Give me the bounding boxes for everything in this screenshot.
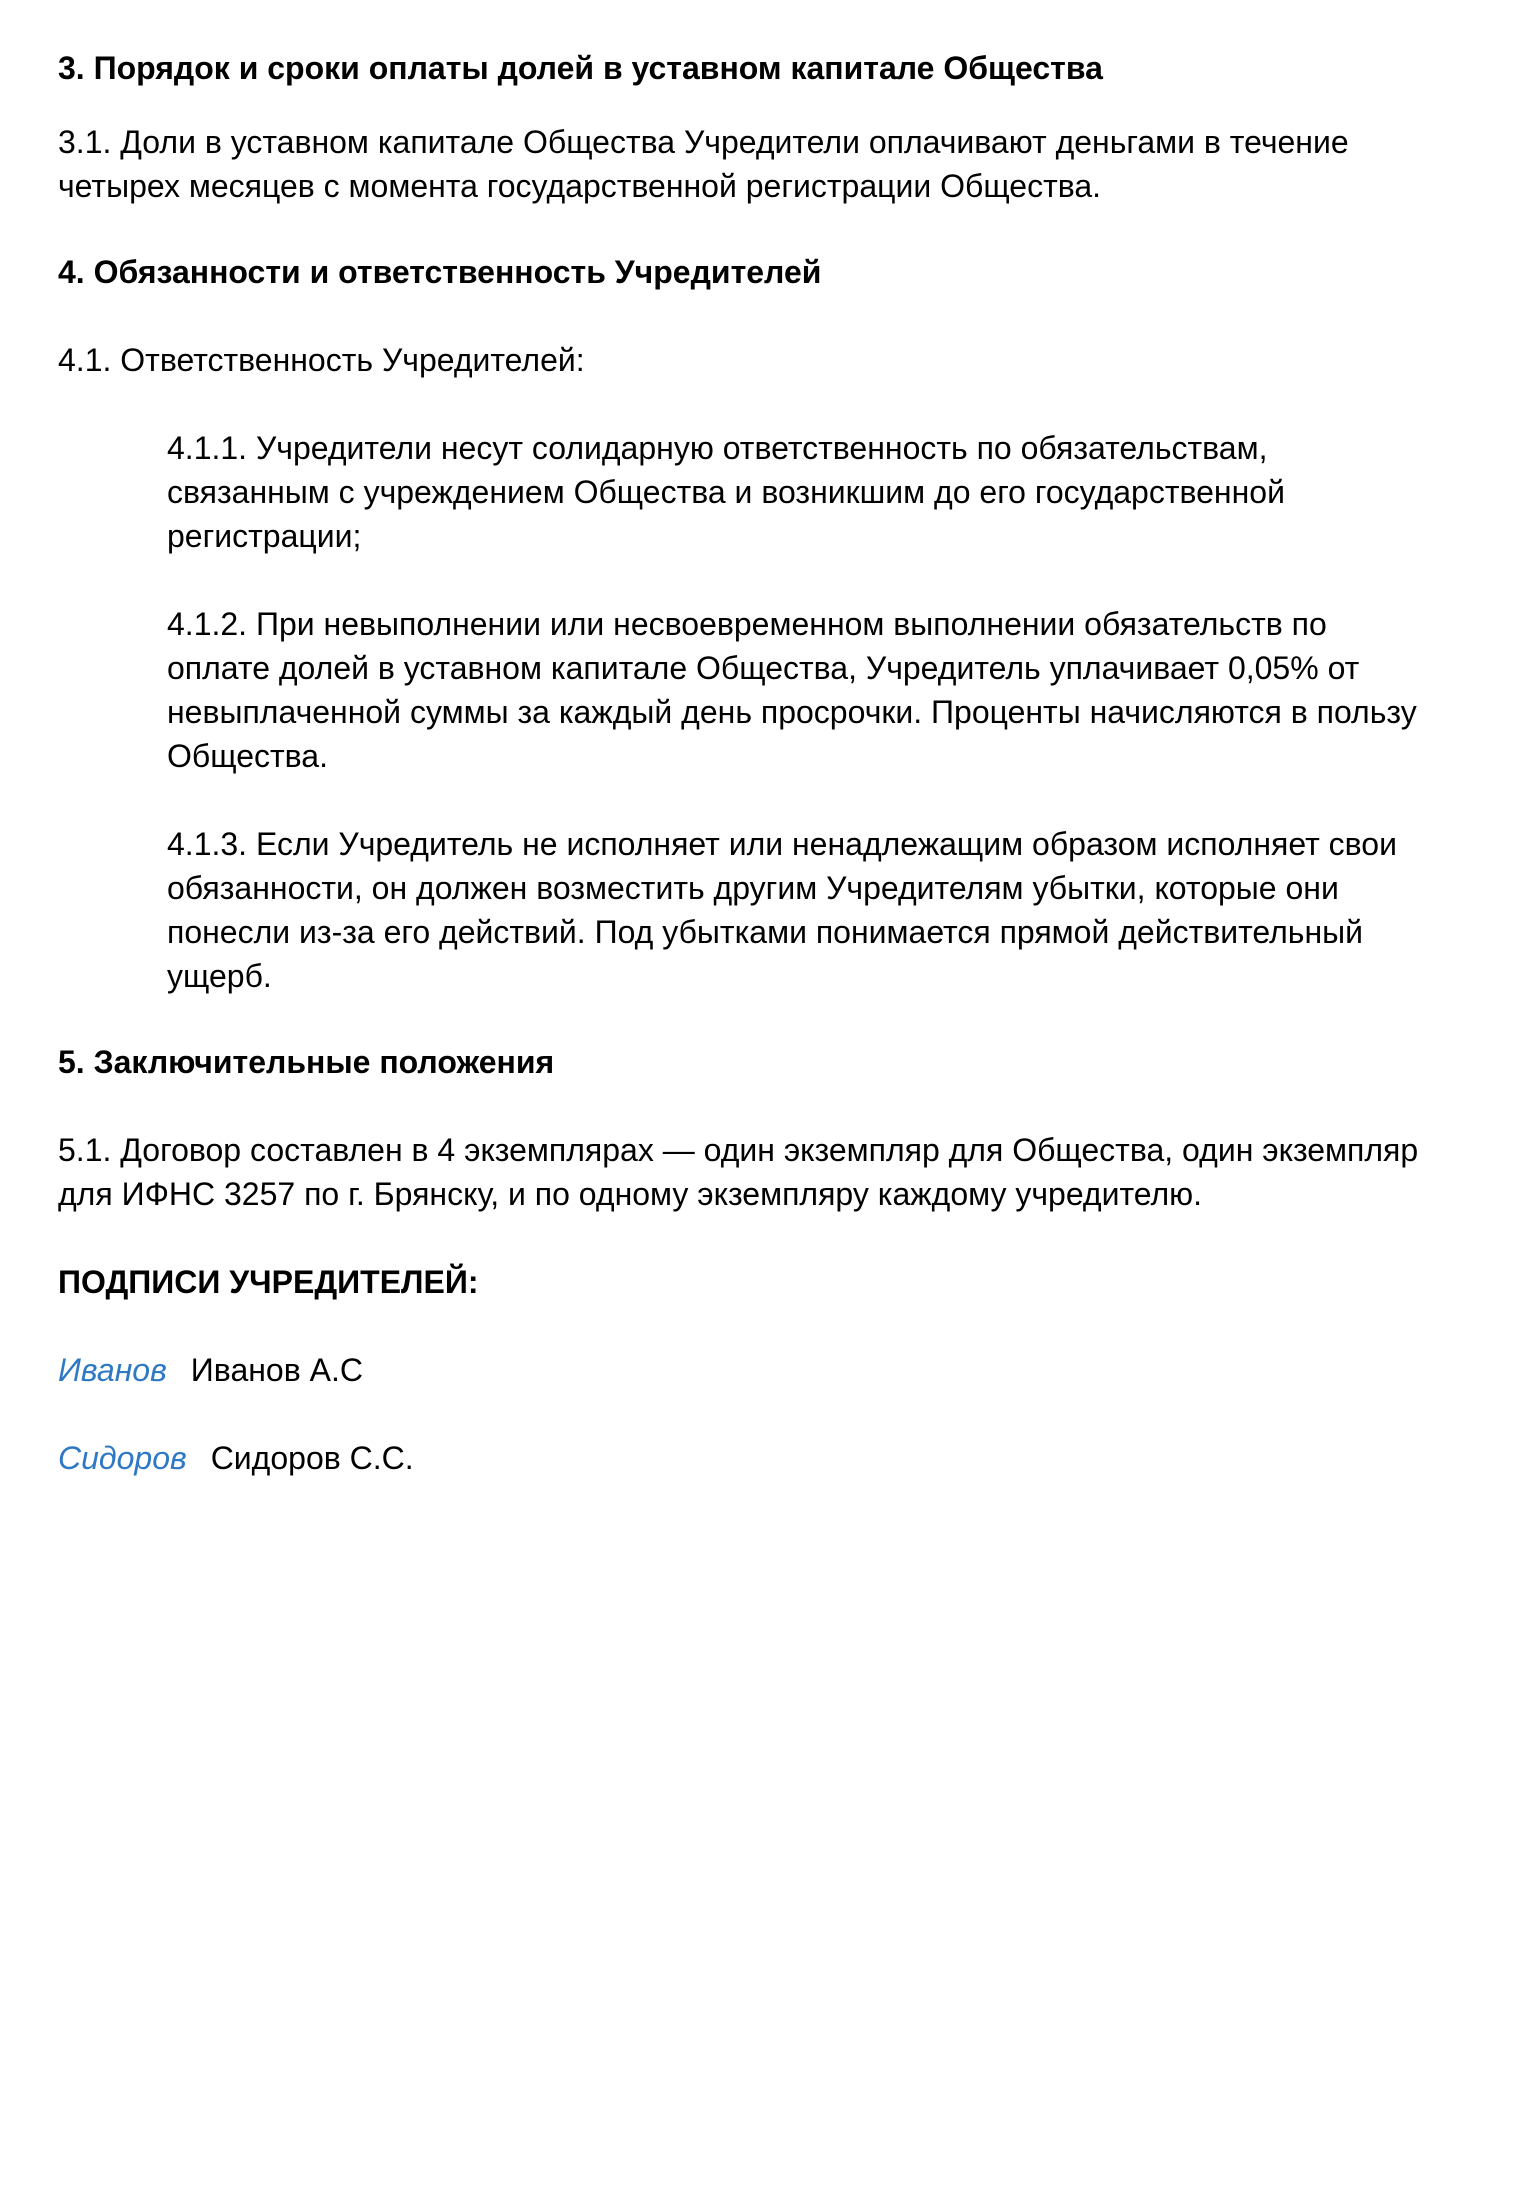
- signatures-heading: ПОДПИСИ УЧРЕДИТЕЛЕЙ:: [58, 1264, 479, 1300]
- signature-row: [58, 1436, 414, 1480]
- founder-name: Сидоров С.С.: [210, 1440, 414, 1476]
- paragraph-4-1-2-line-3: невыплаченной суммы за каждый день просрочки. Проценты начисляются в пользу: [167, 694, 1417, 730]
- paragraph-4-1-3-line-3: понесли из-за его действий. Под убытками понимается прямой действительный: [167, 914, 1364, 950]
- signature-mark: Сидоров: [58, 1440, 187, 1476]
- paragraph-3-1-line-1: 3.1. Доли в уставном капитале Общества Учредители оплачивают деньгами в течение: [58, 124, 1349, 160]
- paragraph-4-1-1-line-3: регистрации;: [167, 518, 362, 554]
- paragraph-5-1-line-2: для ИФНС 3257 по г. Брянску, и по одному экземпляру каждому учредителю.: [58, 1176, 1203, 1212]
- paragraph-3-1-line-2: четырех месяцев с момента государственной регистрации Общества.: [58, 168, 1102, 204]
- paragraph-4-1-1-line-1: 4.1.1. Учредители несут солидарную ответственность по обязательствам,: [167, 430, 1268, 466]
- paragraph-4-1-2-line-1: 4.1.2. При невыполнении или несвоевременном выполнении обязательств по: [167, 606, 1327, 642]
- signature-row: [58, 1348, 363, 1392]
- paragraph-4-1-3-line-2: обязанности, он должен возместить другим Учредителям убытки, которые они: [167, 870, 1339, 906]
- paragraph-4-1: 4.1. Ответственность Учредителей:: [58, 342, 585, 378]
- paragraph-4-1-2-line-4: Общества.: [167, 738, 328, 774]
- section-3-heading: 3. Порядок и сроки оплаты долей в уставном капитале Общества: [58, 50, 1103, 86]
- paragraph-4-1-3-line-4: ущерб.: [167, 958, 272, 994]
- paragraph-4-1-1-line-2: связанным с учреждением Общества и возникшим до его государственной: [167, 474, 1285, 510]
- section-4-heading: 4. Обязанности и ответственность Учредителей: [58, 254, 822, 290]
- signature-mark: Иванов: [58, 1352, 167, 1388]
- founder-name: Иванов А.С: [190, 1352, 363, 1388]
- paragraph-5-1-line-1: 5.1. Договор составлен в 4 экземплярах — один экземпляр для Общества, один экземпляр: [58, 1132, 1419, 1168]
- paragraph-4-1-2-line-2: оплате долей в уставном капитале Общества, Учредитель уплачивает 0,05% от: [167, 650, 1360, 686]
- paragraph-4-1-3-line-1: 4.1.3. Если Учредитель не исполняет или ненадлежащим образом исполняет свои: [167, 826, 1397, 862]
- section-5-heading: 5. Заключительные положения: [58, 1044, 555, 1080]
